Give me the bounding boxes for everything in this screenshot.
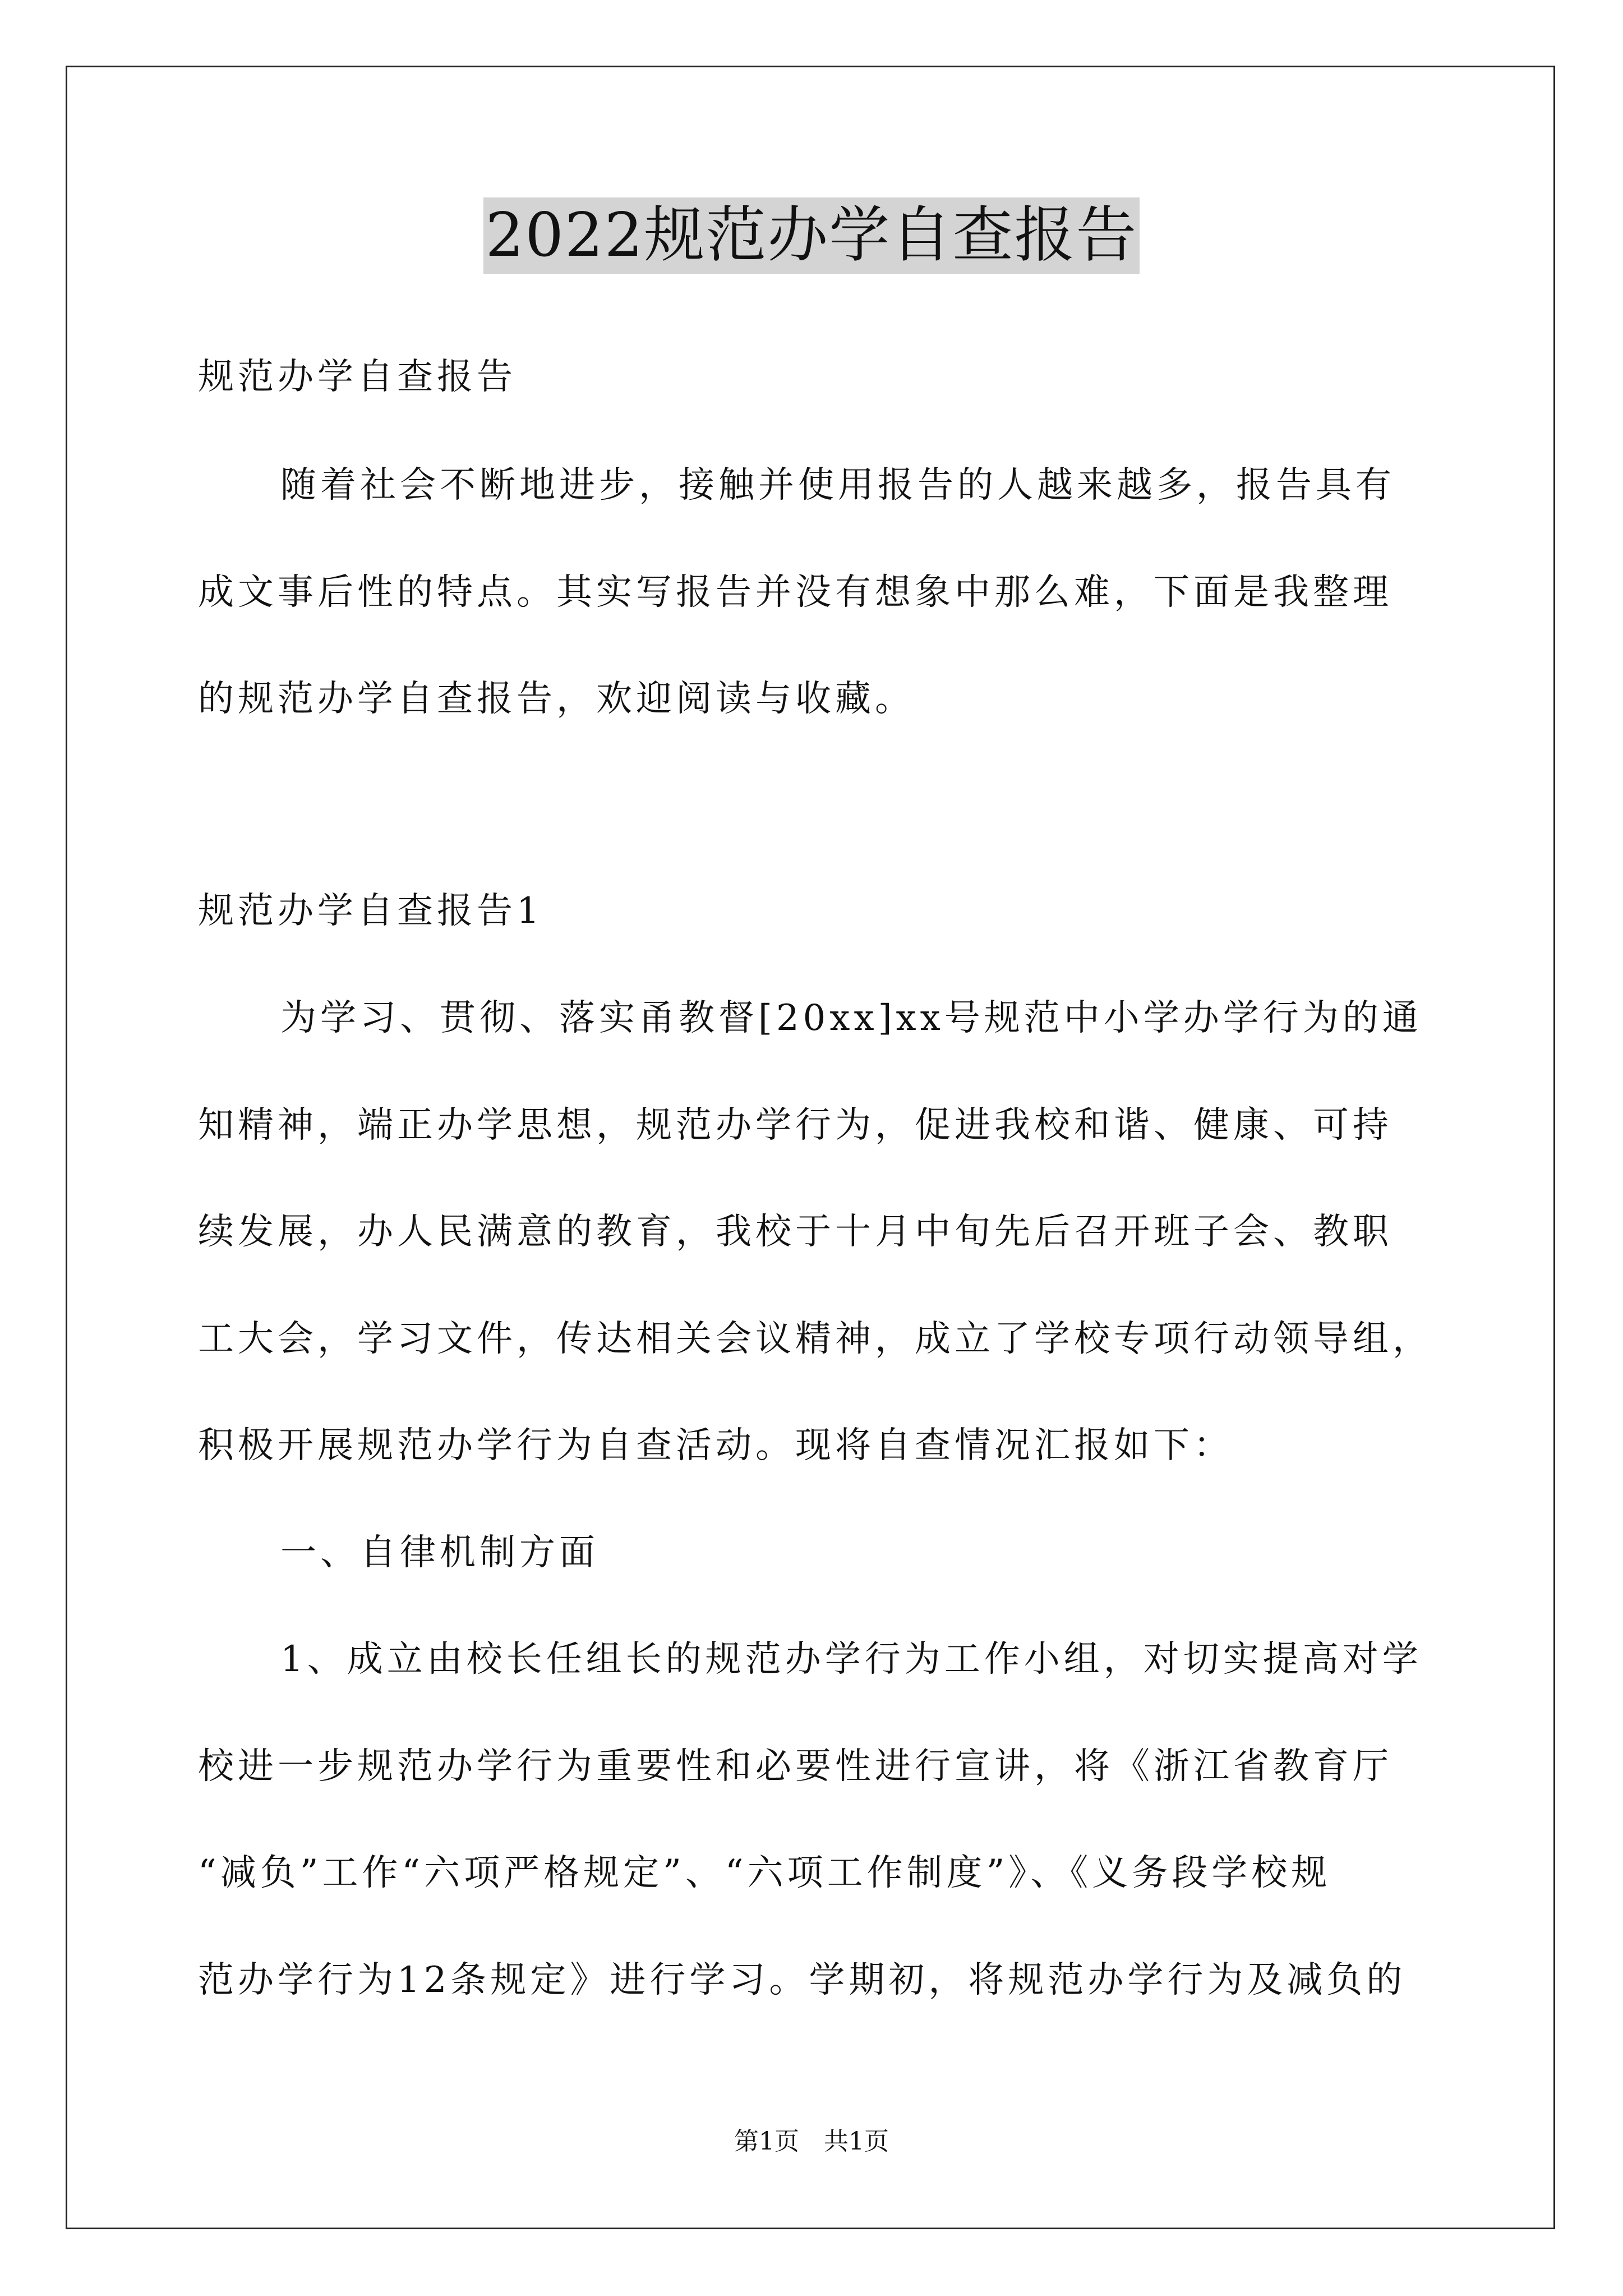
paragraph-line: 续发展，办人民满意的教育，我校于十月中旬先后召开班子会、教职	[198, 1211, 1393, 1253]
paragraph-line: 为学习、贯彻、落实甬教督[20xx]xx号规范中小学办学行为的通	[280, 997, 1422, 1039]
paragraph-line: 成文事后性的特点。其实写报告并没有想象中那么难，下面是我整理	[198, 572, 1393, 613]
paragraph-line: “减负”工作“六项严格规定”、“六项工作制度”》、《义务段学校规	[198, 1852, 1331, 1894]
paragraph-line: 范办学行为12条规定》进行学习。学期初，将规范办学行为及减负的	[198, 1959, 1407, 2001]
subsection-heading: 一、自律机制方面	[280, 1532, 599, 1573]
paragraph-line: 工大会，学习文件，传达相关会议精神，成立了学校专项行动领导组，	[198, 1318, 1432, 1360]
section-heading-1: 规范办学自查报告1	[198, 890, 543, 932]
paragraph-line: 随着社会不断地进步，接触并使用报告的人越来越多，报告具有	[280, 464, 1395, 506]
section-heading-main: 规范办学自查报告	[198, 356, 517, 398]
page-number-footer: 第1页 共1页	[734, 2127, 889, 2156]
paragraph-line: 知精神，端正办学思想，规范办学行为，促进我校和谐、健康、可持	[198, 1105, 1393, 1146]
paragraph-line: 1、成立由校长任组长的规范办学行为工作小组，对切实提高对学	[280, 1639, 1422, 1680]
title-container	[0, 197, 1623, 274]
paragraph-line: 的规范办学自查报告，欢迎阅读与收藏。	[198, 678, 915, 720]
paragraph-line: 积极开展规范办学行为自查活动。现将自查情况汇报如下：	[198, 1425, 1233, 1466]
document-title: 2022规范办学自查报告	[483, 197, 1140, 274]
paragraph-line: 校进一步规范办学行为重要性和必要性进行宣讲，将《浙江省教育厅	[198, 1746, 1393, 1787]
